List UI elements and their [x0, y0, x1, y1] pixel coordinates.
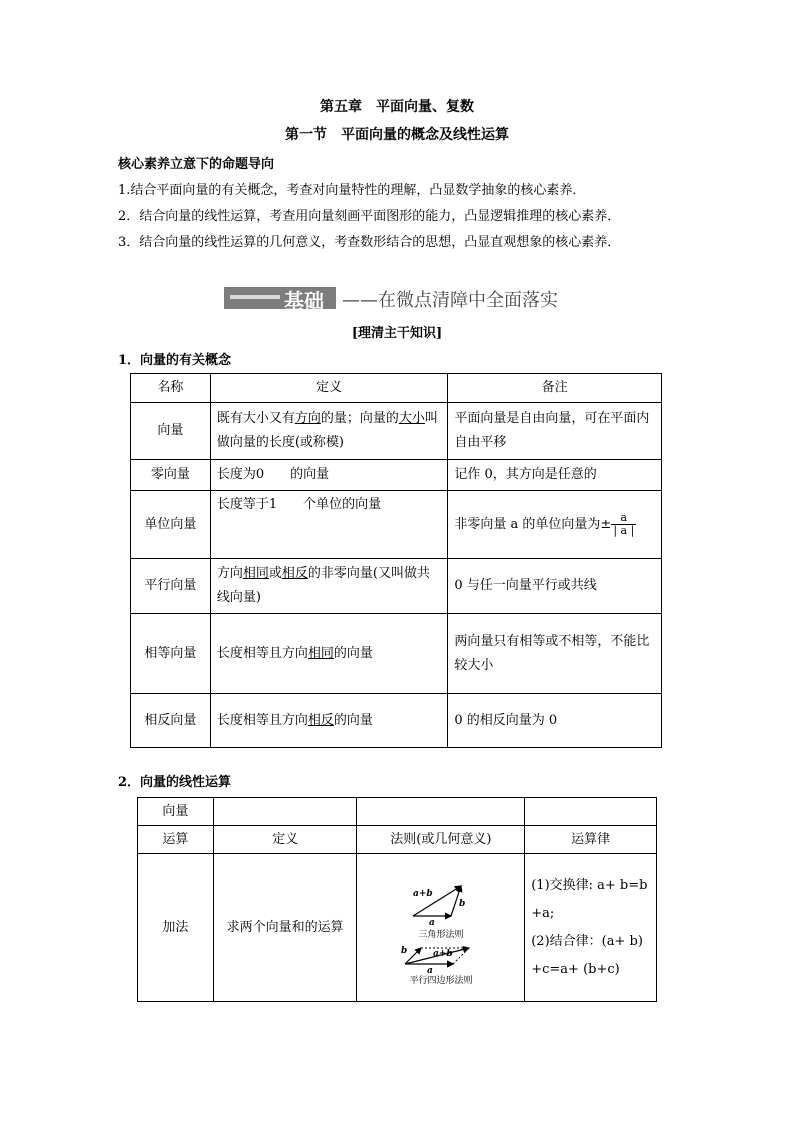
- banner-stripe: [230, 295, 280, 299]
- row-note: 0 的相反向量为 0: [448, 694, 662, 748]
- table-row: [131, 491, 662, 559]
- table-header-row: [131, 374, 662, 403]
- row-name: 向量: [131, 403, 211, 460]
- row-name: 相等向量: [131, 614, 211, 694]
- def-text: 的量；向量的: [320, 411, 399, 426]
- row-name: 零向量: [131, 460, 211, 491]
- def-blank: 相反: [281, 566, 308, 581]
- chapter-title: 第五章 平面向量、复数: [320, 99, 474, 115]
- row-note: 0 与任一向量平行或共线: [448, 559, 662, 614]
- fig-caption-triangle: 三角形法则: [418, 929, 464, 940]
- operations-heading: 2．向量的线性运算: [118, 775, 232, 790]
- operation-laws: [525, 854, 657, 1002]
- table-row: [131, 614, 662, 694]
- def-blank: 相反: [307, 712, 334, 728]
- table-row: [131, 559, 662, 614]
- header-rule: 法则(或几何意义): [357, 826, 525, 854]
- def-blank: 相同: [242, 566, 269, 581]
- table-row: [131, 403, 662, 460]
- row-note: [448, 491, 662, 559]
- operation-definition: 求两个向量和的运算: [213, 854, 357, 1002]
- def-text: 的向量: [333, 712, 373, 728]
- table-header-row: [138, 798, 657, 826]
- row-name: 相反向量: [131, 694, 211, 748]
- def-text: 长度相等且方向: [216, 645, 308, 661]
- def-text: 或: [268, 566, 282, 581]
- header-definition: 定义: [213, 826, 357, 854]
- fig-label-a: a: [426, 965, 433, 976]
- fig-label-b: b: [400, 945, 408, 956]
- row-definition: 长度为0 的向量: [210, 460, 448, 491]
- row-note: 记作 0，其方向是任意的: [448, 460, 662, 491]
- header-empty: [213, 798, 357, 826]
- operation-name: 加法: [138, 854, 214, 1002]
- concepts-heading: 1．向量的有关概念: [118, 353, 232, 368]
- associative-law-line-2: +c=a+ (b+c): [531, 961, 620, 977]
- section-title: 第一节 平面向量的概念及线性运算: [285, 127, 509, 143]
- commutative-law-line-2: +a;: [531, 905, 555, 921]
- orientation-item-3: 3．结合向量的线性运算的几何意义，考查数形结合的思想，凸显直观想象的核心素养．: [118, 235, 621, 250]
- header-note: 备注: [448, 374, 662, 403]
- fraction-numerator: a: [611, 512, 636, 525]
- parallelogram-rule-diagram: [401, 946, 473, 984]
- note-text: 非零向量 a 的单位向量为±: [454, 517, 612, 532]
- orientation-item-1: 1.结合平面向量的有关概念，考查对向量特性的理解，凸显数学抽象的核心素养．: [118, 183, 586, 198]
- table-row: [138, 854, 657, 1002]
- banner-tag: [理清主干知识]: [351, 326, 443, 341]
- header-laws: 运算律: [525, 826, 657, 854]
- vector-addition-figure: [391, 872, 491, 984]
- def-text: 叫做向量的长度(或称模): [216, 411, 438, 450]
- table-header-row: [138, 826, 657, 854]
- def-text: 的向量: [333, 645, 373, 661]
- header-empty: [357, 798, 525, 826]
- row-definition: [210, 403, 448, 460]
- fig-label-a: a: [428, 917, 435, 928]
- row-note: 两向量只有相等或不相等，不能比较大小: [448, 614, 662, 694]
- row-definition: 长度等于1 个单位的向量: [210, 491, 448, 559]
- row-name: 单位向量: [131, 491, 211, 559]
- fig-caption-parallelogram: 平行四边形法则: [409, 975, 473, 984]
- table-row: [131, 460, 662, 491]
- row-definition: [210, 614, 448, 694]
- fraction-denominator: | a |: [613, 524, 635, 537]
- def-blank: 相同: [307, 645, 334, 661]
- header-operation: 运算: [138, 826, 214, 854]
- banner-main-label: 基础: [284, 289, 324, 313]
- banner-subtitle: ——在微点清障中全面落实: [342, 290, 558, 311]
- orientation-heading: 核心素养立意下的命题导向: [118, 157, 275, 172]
- header-empty: [525, 798, 657, 826]
- table-row: [131, 694, 662, 748]
- orientation-item-2: 2．结合向量的线性运算，考查用向量刻画平面图形的能力，凸显逻辑推理的核心素养．: [118, 209, 621, 224]
- row-definition: [210, 559, 448, 614]
- unit-vector-fraction: [611, 512, 636, 537]
- operations-table: [137, 797, 657, 1002]
- commutative-law-line-1: (1)交换律: a+ b=b: [531, 877, 648, 893]
- fig-label-ab: a+b: [412, 888, 433, 899]
- triangle-rule-diagram: [413, 886, 465, 940]
- section-banner: [224, 286, 564, 312]
- fig-label-b: b: [458, 898, 466, 909]
- concepts-table: [130, 373, 662, 748]
- row-definition: [210, 694, 448, 748]
- def-text: 的非零向量(又叫做共线向量): [216, 566, 430, 605]
- fig-label-ab: a+b: [432, 948, 453, 959]
- row-note: 平面向量是自由向量，可在平面内自由平移: [448, 403, 662, 460]
- header-vector: 向量: [138, 798, 214, 826]
- def-blank: 大小: [398, 411, 425, 426]
- def-blank: 方向: [294, 411, 321, 426]
- def-text: 长度相等且方向: [216, 712, 308, 728]
- associative-law-line-1: (2)结合律：(a+ b): [531, 933, 643, 949]
- operation-figure: [357, 854, 525, 1002]
- row-name: 平行向量: [131, 559, 211, 614]
- header-name: 名称: [131, 374, 211, 403]
- def-text: 方向: [216, 566, 243, 581]
- header-definition: 定义: [210, 374, 448, 403]
- def-text: 既有大小又有: [216, 411, 295, 426]
